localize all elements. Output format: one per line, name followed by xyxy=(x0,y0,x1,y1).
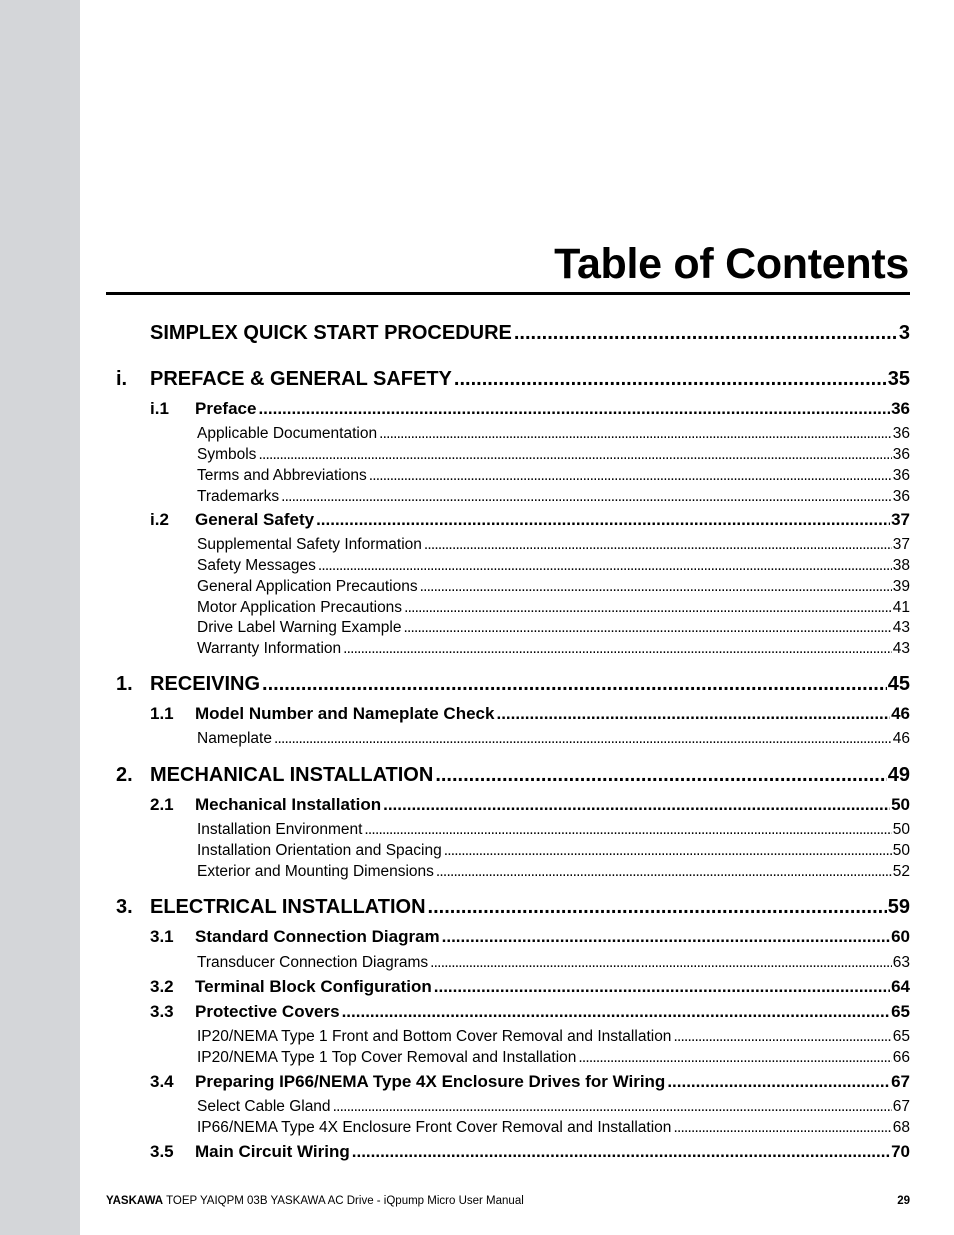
toc-entry[interactable] xyxy=(197,954,910,972)
toc-entry-page: 36 xyxy=(892,488,910,505)
toc-dot-leader xyxy=(434,977,890,997)
toc-entry-label: Exterior and Mounting Dimensions xyxy=(197,863,434,880)
toc-entry[interactable] xyxy=(150,1072,910,1092)
toc-entry-label: Applicable Documentation xyxy=(197,425,378,442)
toc-dot-leader xyxy=(316,510,890,530)
toc-entry-page: 43 xyxy=(892,619,910,636)
toc-entry-page: 36 xyxy=(891,399,910,418)
toc-entry-page: 60 xyxy=(891,927,910,946)
toc-entry-page: 52 xyxy=(892,863,910,880)
toc-dot-leader xyxy=(514,322,898,345)
toc-entry-label: Model Number and Nameplate Check xyxy=(195,704,495,723)
toc-entry-page: 66 xyxy=(892,1049,910,1066)
toc-entry[interactable] xyxy=(150,1002,910,1022)
toc-entry-number: 3.3 xyxy=(150,1002,174,1021)
toc-entry-label: MECHANICAL INSTALLATION xyxy=(150,764,434,786)
toc-entry-page: 36 xyxy=(892,446,910,463)
toc-dot-leader xyxy=(430,954,892,972)
toc-entry-label: Drive Label Warning Example xyxy=(197,619,402,636)
toc-dot-leader xyxy=(404,599,892,617)
toc-entry[interactable] xyxy=(197,599,910,617)
toc-dot-leader xyxy=(333,1098,892,1116)
toc-dot-leader xyxy=(281,488,892,506)
toc-entry-page: 36 xyxy=(892,467,910,484)
toc-entry-page: 67 xyxy=(892,1098,910,1115)
toc-entry-label: General Safety xyxy=(195,510,315,529)
toc-entry[interactable] xyxy=(197,536,910,554)
footer-brand: YASKAWA xyxy=(106,1195,164,1207)
toc-entry[interactable] xyxy=(197,425,910,443)
toc-entry[interactable] xyxy=(150,399,910,419)
toc-dot-leader xyxy=(383,795,890,815)
toc-entry-label: Mechanical Installation xyxy=(195,795,382,814)
toc-entry-page: 46 xyxy=(892,730,910,747)
toc-entry[interactable] xyxy=(150,795,910,815)
toc-entry[interactable] xyxy=(116,673,910,696)
toc-entry-label: Supplemental Safety Information xyxy=(197,536,422,553)
toc-entry-number: 3.1 xyxy=(150,927,174,946)
toc-dot-leader xyxy=(403,619,891,637)
toc-entry-label: ELECTRICAL INSTALLATION xyxy=(150,896,426,918)
toc-dot-leader xyxy=(420,578,892,596)
toc-entry-number: 3.5 xyxy=(150,1142,174,1161)
toc-entry-page: 65 xyxy=(891,1002,910,1021)
toc-dot-leader xyxy=(258,446,891,464)
toc-entry-page: 70 xyxy=(891,1142,910,1161)
toc-dot-leader xyxy=(318,557,892,575)
toc-entry-label: RECEIVING xyxy=(150,673,261,695)
toc-entry-label: Main Circuit Wiring xyxy=(195,1142,350,1161)
toc-entry-number: i.1 xyxy=(150,399,169,418)
toc-entry-page: 3 xyxy=(898,322,910,344)
toc-dot-leader xyxy=(442,927,890,947)
toc-dot-leader xyxy=(496,704,890,724)
toc-dot-leader xyxy=(673,1119,891,1137)
toc-entry[interactable] xyxy=(197,578,910,596)
toc-dot-leader xyxy=(364,821,891,839)
toc-entry-page: 36 xyxy=(892,425,910,442)
footer-doc-name: TOEP YAIQPM 03B YASKAWA AC Drive - iQpump Micro User Manual xyxy=(163,1195,524,1207)
toc-entry[interactable] xyxy=(197,1098,910,1116)
toc-dot-leader xyxy=(435,764,886,787)
toc-entry-label: Preface xyxy=(195,399,257,418)
toc-entry-number: 3.4 xyxy=(150,1072,174,1091)
page-footer xyxy=(106,1195,910,1207)
toc-entry[interactable] xyxy=(150,704,910,724)
toc-entry-label: Transducer Connection Diagrams xyxy=(197,954,429,971)
toc-entry[interactable] xyxy=(150,1142,910,1162)
toc-entry-label: Nameplate xyxy=(197,730,272,747)
toc-dot-leader xyxy=(274,730,892,748)
toc-entry-page: 68 xyxy=(892,1119,910,1136)
toc-dot-leader xyxy=(379,425,892,443)
toc-entry-label: Symbols xyxy=(197,446,257,463)
toc-entry[interactable] xyxy=(150,510,910,530)
toc-entry-label: IP66/NEMA Type 4X Enclosure Front Cover Removal and Installation xyxy=(197,1119,672,1136)
page-title: Table of Contents xyxy=(554,240,909,288)
toc-entry-page: 59 xyxy=(887,896,910,918)
toc-entry-label: IP20/NEMA Type 1 Front and Bottom Cover Removal and Installation xyxy=(197,1028,672,1045)
toc-entry-label: Terminal Block Configuration xyxy=(195,977,432,996)
toc-entry-page: 37 xyxy=(891,510,910,529)
toc-entry-label: Installation Environment xyxy=(197,821,363,838)
toc-entry[interactable] xyxy=(116,896,910,919)
toc-dot-leader xyxy=(262,673,887,696)
toc-entry[interactable] xyxy=(197,1028,910,1046)
toc-entry-label: Select Cable Gland xyxy=(197,1098,331,1115)
toc-entry-page: 50 xyxy=(891,795,910,814)
toc-entry-label: Terms and Abbreviations xyxy=(197,467,367,484)
toc-entry-label: Standard Connection Diagram xyxy=(195,927,440,946)
toc-entry[interactable] xyxy=(150,977,910,997)
toc-entry-label: IP20/NEMA Type 1 Top Cover Removal and Installation xyxy=(197,1049,577,1066)
toc-entry[interactable] xyxy=(197,488,910,506)
toc-entry-number: 3.2 xyxy=(150,977,174,996)
toc-entry-number: 1.1 xyxy=(150,704,174,723)
toc-entry-page: 37 xyxy=(892,536,910,553)
toc-entry-label: General Application Precautions xyxy=(197,578,418,595)
toc-dot-leader xyxy=(454,368,887,391)
footer-page-number: 29 xyxy=(897,1195,910,1207)
toc-entry-number: 2. xyxy=(116,764,133,786)
toc-entry[interactable] xyxy=(116,764,910,787)
toc-entry-number: i.2 xyxy=(150,510,169,529)
toc-entry-number: 1. xyxy=(116,673,133,695)
toc-entry-page: 39 xyxy=(892,578,910,595)
toc-entry[interactable] xyxy=(150,322,910,345)
toc-entry[interactable] xyxy=(116,368,910,391)
toc-entry-page: 43 xyxy=(892,640,910,657)
toc-entry[interactable] xyxy=(197,557,910,575)
toc-entry-page: 65 xyxy=(892,1028,910,1045)
toc-dot-leader xyxy=(667,1072,890,1092)
toc-entry-label: Installation Orientation and Spacing xyxy=(197,842,442,859)
toc-entry-label: Protective Covers xyxy=(195,1002,340,1021)
toc-entry[interactable] xyxy=(197,730,910,748)
toc-dot-leader xyxy=(352,1142,890,1162)
toc-entry-label: Trademarks xyxy=(197,488,280,505)
toc-entry-page: 45 xyxy=(887,673,910,695)
toc-entry-label: Preparing IP66/NEMA Type 4X Enclosure Drives for Wiring xyxy=(195,1072,666,1091)
toc-dot-leader xyxy=(343,640,892,658)
toc-entry-page: 46 xyxy=(891,704,910,723)
toc-entry[interactable] xyxy=(197,467,910,485)
toc-entry-number: 2.1 xyxy=(150,795,174,814)
toc-dot-leader xyxy=(578,1049,891,1067)
toc-entry-page: 49 xyxy=(887,764,910,786)
toc-entry[interactable] xyxy=(150,927,910,947)
toc-entry-page: 38 xyxy=(892,557,910,574)
toc-entry-number: i. xyxy=(116,368,128,390)
toc-entry[interactable] xyxy=(197,1049,910,1067)
toc-dot-leader xyxy=(444,842,892,860)
toc-entry[interactable] xyxy=(197,821,910,839)
toc-entry[interactable] xyxy=(197,1119,910,1137)
toc-entry-page: 50 xyxy=(892,842,910,859)
toc-entry-page: 35 xyxy=(887,368,910,390)
toc-entry-number: 3. xyxy=(116,896,133,918)
toc-entry-label: Warranty Information xyxy=(197,640,342,657)
toc-entry[interactable] xyxy=(197,619,910,637)
toc-entry-label: SIMPLEX QUICK START PROCEDURE xyxy=(150,322,512,344)
toc-entry[interactable] xyxy=(197,863,910,881)
toc-entry-page: 67 xyxy=(891,1072,910,1091)
toc-dot-leader xyxy=(428,896,887,919)
footer-doc-title xyxy=(106,1195,524,1207)
toc-entry-label: Safety Messages xyxy=(197,557,316,574)
toc-entry-label: Motor Application Precautions xyxy=(197,599,403,616)
toc-entry-page: 50 xyxy=(892,821,910,838)
toc-dot-leader xyxy=(342,1002,891,1022)
toc-dot-leader xyxy=(673,1028,891,1046)
toc-entry[interactable] xyxy=(197,446,910,464)
toc-dot-leader xyxy=(424,536,892,554)
toc-dot-leader xyxy=(369,467,892,485)
toc-dot-leader xyxy=(258,399,890,419)
toc-entry-label: PREFACE & GENERAL SAFETY xyxy=(150,368,452,390)
toc-entry-page: 63 xyxy=(892,954,910,971)
toc-entry[interactable] xyxy=(197,842,910,860)
toc-entry-page: 64 xyxy=(891,977,910,996)
toc-entry[interactable] xyxy=(197,640,910,658)
toc-dot-leader xyxy=(436,863,892,881)
toc-entry-page: 41 xyxy=(892,599,910,616)
